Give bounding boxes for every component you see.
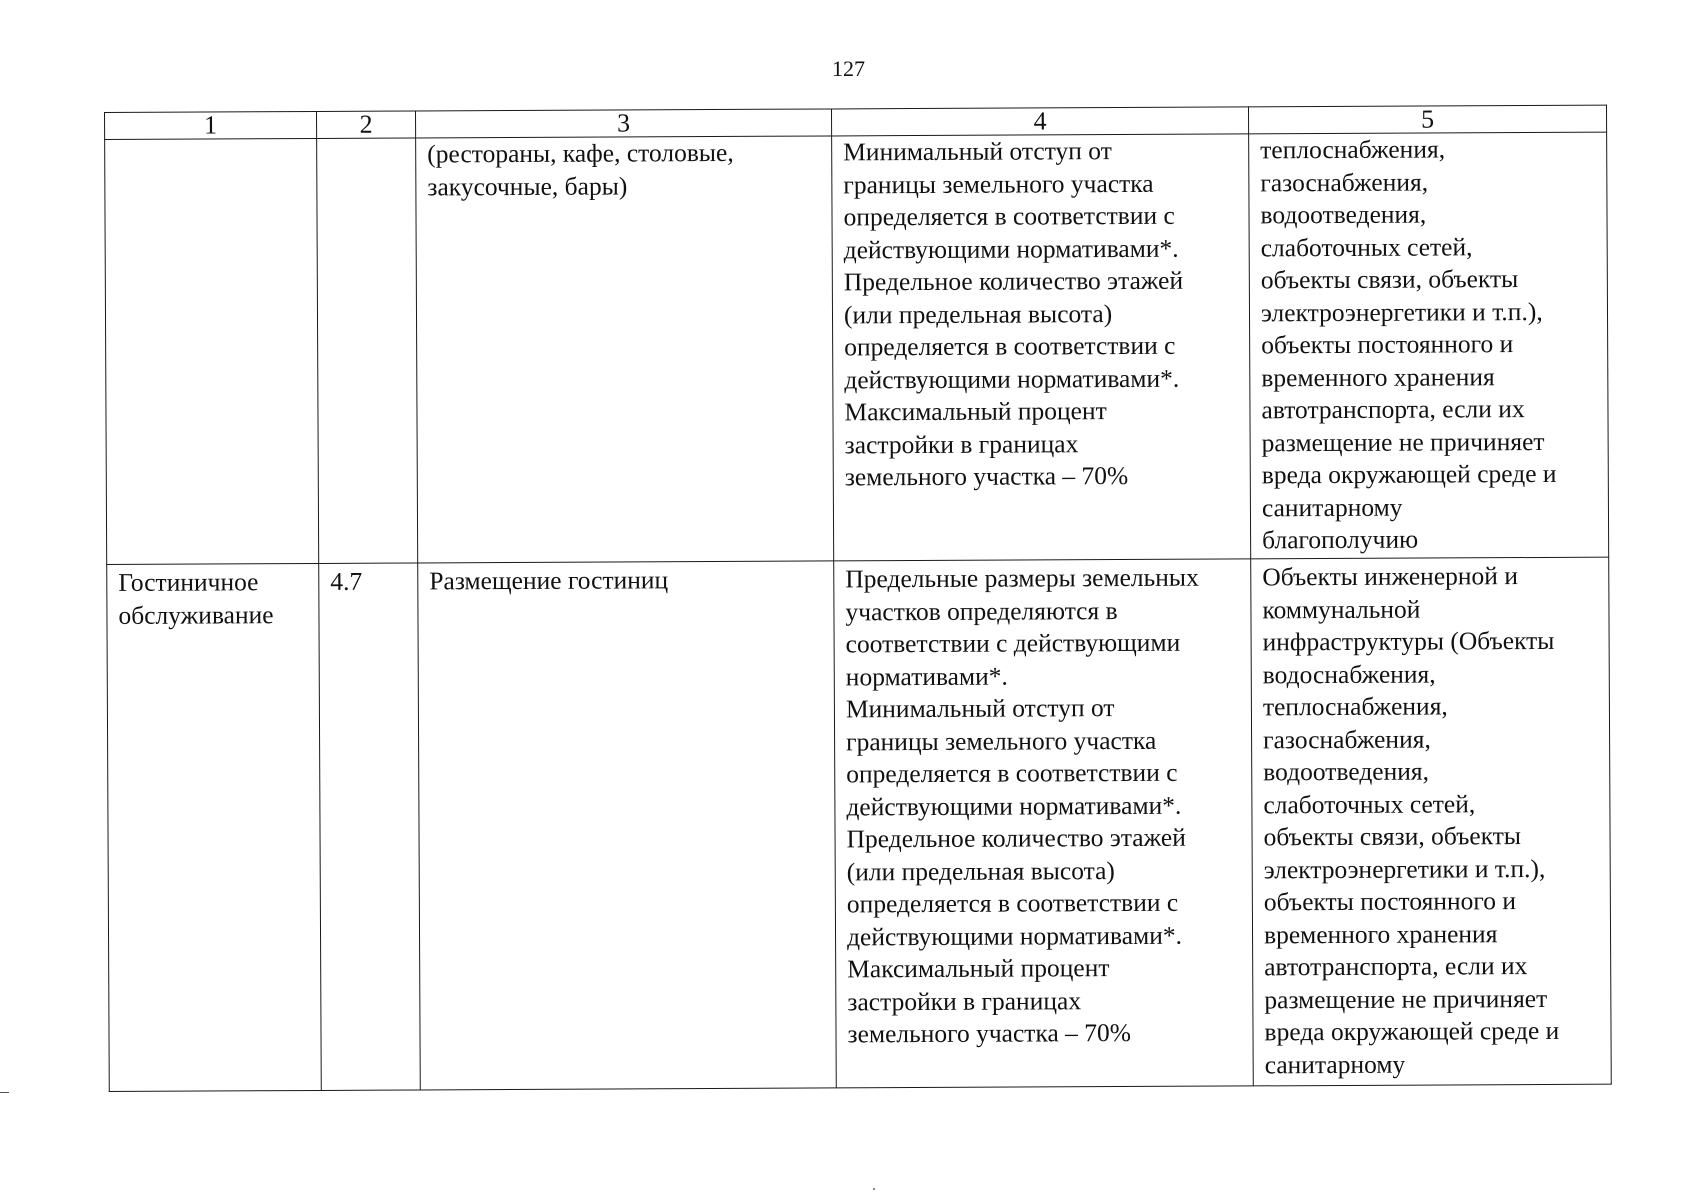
cell-code	[319, 563, 421, 1090]
cell-text-line: действующими нормативами*.	[846, 920, 1183, 951]
column-header-1: 1	[105, 111, 317, 139]
cell-text-line: Минимальный отступ от	[843, 136, 1112, 167]
cell-text-line: размещение не причиняет	[1264, 983, 1548, 1014]
table-row	[105, 132, 1609, 564]
cell-text-line: объекты постоянного и	[1263, 886, 1517, 917]
scan-speck	[873, 1188, 875, 1190]
cell-text-line: застройки в границах	[844, 428, 1079, 459]
cell-parameters	[834, 559, 1254, 1088]
cell-text-line: 4.7	[330, 566, 363, 596]
cell-text-line: инфраструктуры (Объекты	[1262, 625, 1555, 657]
cell-text-line: водоотведения,	[1263, 756, 1430, 787]
cell-text-line: земельного участка – 70%	[847, 1017, 1132, 1049]
cell-text-line: временного хранения	[1263, 918, 1498, 949]
cell-text-line: Минимальный отступ от	[845, 693, 1115, 724]
column-header-5: 5	[1248, 105, 1606, 134]
cell-text-line: закусочные, бары)	[427, 170, 628, 201]
cell-code	[317, 138, 418, 563]
cell-text-line: водоотведения,	[1260, 199, 1427, 230]
cell-text-line: действующими нормативами*.	[846, 790, 1182, 821]
cell-description	[416, 136, 834, 563]
cell-auxiliary-uses	[1249, 132, 1609, 559]
cell-auxiliary-uses	[1251, 557, 1612, 1086]
cell-text-line: электроэнергетики и т.п.),	[1260, 296, 1543, 327]
cell-text-line: теплоснабжения,	[1260, 134, 1446, 165]
cell-text-line: границы земельного участка	[843, 168, 1154, 199]
cell-text-line: участков определяются в	[845, 595, 1118, 626]
cell-use-type	[107, 563, 322, 1091]
cell-text-line: объекты постоянного и	[1261, 329, 1514, 360]
cell-text-line: автотранспорта, если их	[1261, 394, 1525, 425]
cell-text-line: Максимальный процент	[847, 953, 1110, 984]
cell-text-line: Предельное количество этажей	[846, 822, 1186, 854]
cell-text-line: санитарному	[1261, 492, 1403, 522]
cell-text-line: Максимальный процент	[844, 396, 1107, 427]
cell-text-line: временного хранения	[1261, 361, 1495, 392]
cell-text-line: автотранспорта, если их	[1264, 951, 1528, 982]
cell-text-line: размещение не причиняет	[1261, 426, 1545, 457]
cell-text-line: объекты связи, объекты	[1260, 264, 1519, 295]
regulations-table	[104, 105, 1612, 1092]
cell-text-line: Гостиничное	[118, 567, 259, 597]
page-number: 127	[832, 56, 865, 81]
cell-text-line: слаботочных сетей,	[1263, 788, 1476, 819]
cell-text-line: (или предельная высота)	[843, 298, 1113, 329]
cell-text-line: Объекты инженерной и	[1262, 561, 1518, 592]
cell-text-line: газоснабжения,	[1263, 724, 1431, 754]
cell-text-line: соответствии с действующими	[845, 627, 1181, 659]
cell-text-line: теплоснабжения,	[1262, 691, 1448, 722]
cell-text-line: газоснабжения,	[1260, 167, 1429, 197]
cell-text-line: обслуживание	[118, 599, 274, 630]
table-row	[107, 557, 1612, 1091]
cell-text-line: определяется в соответствии с	[846, 887, 1179, 919]
cell-text-line: слаботочных сетей,	[1260, 231, 1473, 262]
cell-text-line: благополучию	[1262, 524, 1419, 555]
cell-text-line: Размещение гостиниц	[429, 565, 669, 596]
cell-text-line: санитарному	[1264, 1049, 1406, 1079]
column-header-4: 4	[831, 107, 1248, 136]
cell-text-line: земельного участка – 70%	[844, 460, 1129, 492]
cell-text-line: действующими нормативами*.	[844, 363, 1180, 394]
cell-text-line: Предельное количество этажей	[843, 265, 1184, 297]
cell-text-line: вреда окружающей среде и	[1264, 1015, 1560, 1047]
cell-text-line: определяется в соответствии с	[846, 757, 1178, 789]
cell-parameters	[832, 134, 1251, 561]
scan-edge-mark	[0, 1092, 9, 1093]
cell-text-line: электроэнергетики и т.п.),	[1263, 853, 1546, 884]
cell-text-line: застройки в границах	[847, 985, 1082, 1016]
cell-text-line: (или предельная высота)	[846, 855, 1115, 886]
cell-text-line: объекты связи, объекты	[1263, 821, 1522, 852]
cell-text-line: вреда окружающей среде и	[1261, 458, 1557, 490]
cell-text-line: коммунальной	[1262, 594, 1421, 624]
cell-text-line: водоснабжения,	[1262, 658, 1436, 689]
cell-text-line: нормативами*.	[845, 661, 1008, 691]
cell-use-type	[105, 138, 319, 564]
cell-text-line: действующими нормативами*.	[843, 233, 1179, 264]
cell-description	[418, 561, 837, 1090]
cell-text-line: Предельные размеры земельных	[845, 562, 1199, 594]
cell-text-line: определяется в соответствии с	[843, 200, 1175, 232]
column-header-2: 2	[316, 111, 415, 138]
column-header-3: 3	[415, 109, 831, 138]
cell-text-line: границы земельного участка	[846, 725, 1157, 756]
cell-text-line: (рестораны, кафе, столовые,	[427, 137, 734, 169]
cell-text-line: определяется в соответствии с	[844, 330, 1176, 362]
